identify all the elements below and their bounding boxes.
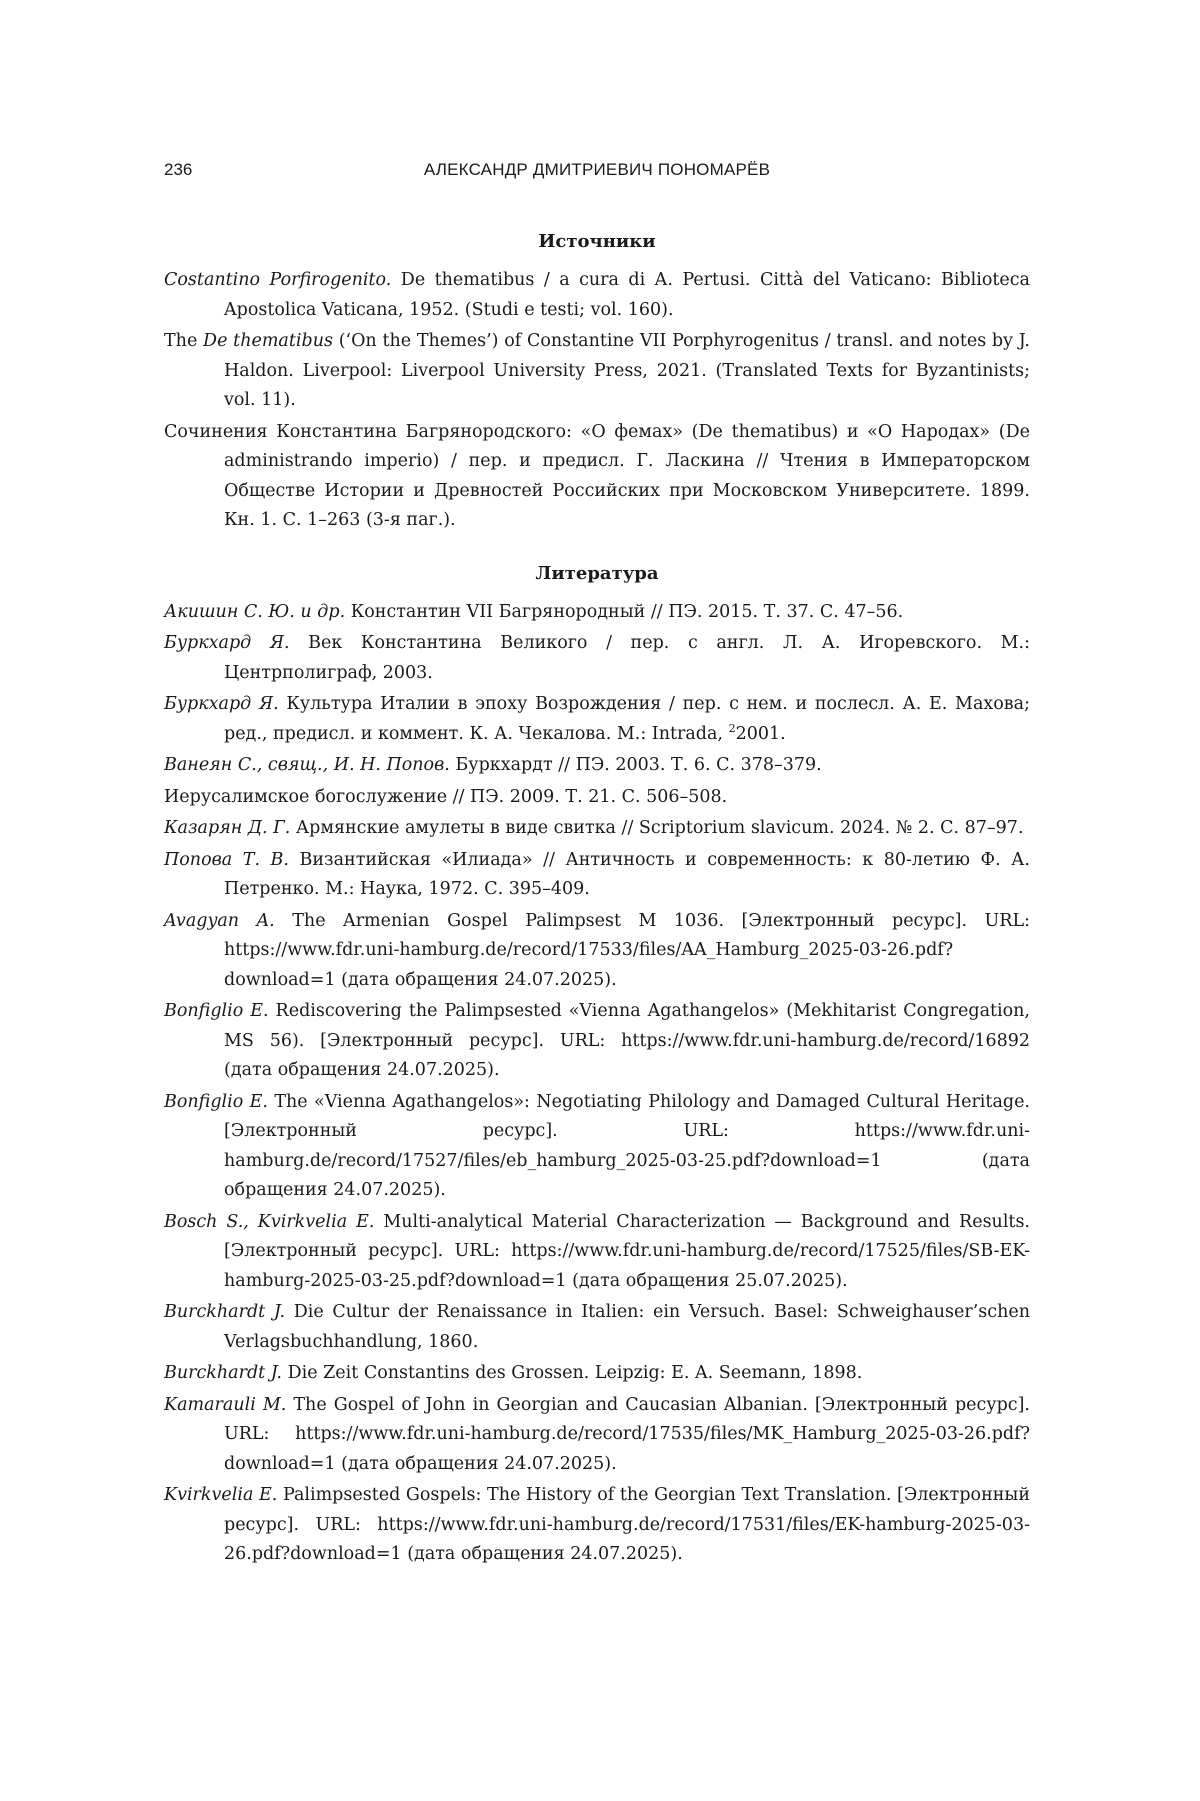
literature-entry bbox=[164, 997, 1030, 1086]
literature-entry bbox=[164, 846, 1030, 905]
entry-author: Попова Т. В. bbox=[164, 849, 289, 870]
sources-list bbox=[164, 266, 1030, 536]
literature-list bbox=[164, 598, 1030, 1570]
literature-entry bbox=[164, 907, 1030, 996]
entry-author: Burckhardt J. bbox=[164, 1363, 282, 1383]
source-entry bbox=[164, 418, 1030, 536]
literature-entry bbox=[164, 598, 1030, 628]
literature-entry bbox=[164, 814, 1030, 844]
entry-text: Иерусалимское богослужение // ПЭ. 2009. Т. 21. С. 506–508. bbox=[164, 786, 728, 807]
entry-text: Die Zeit Constantins des Grossen. Leipzig: E. A. Seemann, 1898. bbox=[282, 1363, 863, 1383]
entry-text: The Armenian Gospel Palimpsest M 1036. [Электронный ресурс]. URL: https://www.fdr.uni-hamburg.de/record/17533/files/AA_Hamburg_2025-03-26.pdf?download=1 (дата обращения 24.07.2025). bbox=[224, 910, 1030, 990]
entry-title: De thematibus bbox=[203, 331, 333, 351]
entry-text: Византийская «Илиада» // Античность и современность: к 80-летию Ф. А. Петренко. М.: Наука, 1972. С. 395–409. bbox=[224, 849, 1030, 899]
literature-entry bbox=[164, 751, 1030, 781]
literature-entry bbox=[164, 1298, 1030, 1357]
running-head bbox=[164, 160, 1030, 190]
entry-text: Palimpsested Gospels: The History of the Georgian Text Translation. [Электронный ресурс]. URL: https://www.fdr.uni-hamburg.de/record/17531/files/EK-hamburg-2025-03-26.pdf?download=1 (дата обращения 24.07.2025). bbox=[224, 1485, 1030, 1564]
entry-author: Казарян Д. Г. bbox=[164, 818, 291, 838]
entry-author: Kvirkvelia E. bbox=[164, 1485, 278, 1505]
entry-text: De thematibus / a cura di A. Pertusi. Città del Vaticano: Biblioteca Apostolica Vaticana, 1952. (Studi e testi; vol. 160). bbox=[224, 270, 1030, 320]
literature-entry bbox=[164, 690, 1030, 749]
literature-entry bbox=[164, 629, 1030, 688]
literature-entry bbox=[164, 1391, 1030, 1480]
literature-entry bbox=[164, 1359, 1030, 1389]
page-number: 236 bbox=[164, 160, 193, 179]
bibliography bbox=[164, 228, 1030, 1572]
entry-text: Die Cultur der Renaissance in Italien: ein Versuch. Basel: Schweighauser’schen Verlagsbuchhandlung, 1860. bbox=[224, 1302, 1030, 1352]
entry-author: Акишин С. Ю. и др. bbox=[164, 601, 346, 622]
entry-author: Burckhardt J. bbox=[164, 1302, 286, 1322]
entry-author: Ванеян С., свящ., И. Н. Попов. bbox=[164, 755, 450, 775]
running-title: АЛЕКСАНДР ДМИТРИЕВИЧ ПОНОМАРЁВ bbox=[423, 160, 771, 179]
entry-author: Буркхард Я. bbox=[164, 633, 290, 653]
entry-text: Multi-analytical Material Characterization — Background and Results. [Электронный ресурс]. URL: https://www.fdr.uni-hamburg.de/record/17525/files/SB-EK-hamburg-2025-03-25.pdf?download=1 (дата обращения 25.07.2025). bbox=[224, 1211, 1030, 1291]
entry-prefix: The bbox=[164, 331, 204, 351]
literature-entry bbox=[164, 783, 1030, 813]
entry-text: Армянские амулеты в виде свитка // Scriptorium slavicum. 2024. № 2. С. 87–97. bbox=[290, 818, 1024, 838]
literature-entry bbox=[164, 1481, 1030, 1570]
entry-author: Bosch S., Kvirkvelia E. bbox=[164, 1211, 375, 1232]
entry-text: Век Константина Великого / пер. с англ. Л. А. Игоревского. М.: Центрполиграф, 2003. bbox=[224, 633, 1030, 683]
source-entry bbox=[164, 266, 1030, 325]
entry-author: Bonfiglio E. bbox=[164, 1001, 269, 1021]
literature-entry bbox=[164, 1208, 1030, 1297]
entry-text-continued: 2001. bbox=[735, 723, 786, 744]
entry-author: Avagyan A. bbox=[164, 910, 275, 931]
entry-text: The «Vienna Agathangelos»: Negotiating Philology and Damaged Cultural Heritage. [Электронный ресурс]. URL: https://www.fdr.uni-hamburg.de/record/17527/files/eb_hamburg_2025-03-25.pdf?download=1 (дата обращения 24.07.2025). bbox=[224, 1091, 1030, 1200]
entry-text: Сочинения Константина Багрянородского: «О фемах» (De thematibus) и «О Народах» (De administrando imperio) / пер. и предисл. Г. Ласкина // Чтения в Императорском Обществе Истории и Древностей Российских при Московском Университете. 1899. Кн. 1. С. 1–263 (3-я паг.). bbox=[164, 421, 1030, 530]
edition-superscript: 2 bbox=[728, 721, 736, 735]
entry-text: The Gospel of John in Georgian and Caucasian Albanian. [Электронный ресурс]. URL: https://www.fdr.uni-hamburg.de/record/17535/files/MK_Hamburg_2025-03-26.pdf?download=1 (дата обращения 24.07.2025). bbox=[224, 1394, 1030, 1474]
entry-text: Константин VII Багрянородный // ПЭ. 2015. Т. 37. С. 47–56. bbox=[345, 601, 904, 622]
literature-heading: Литература bbox=[535, 562, 659, 584]
entry-text: Культура Италии в эпоху Возрождения / пер. с нем. и послесл. А. Е. Махова; ред., предисл. и коммент. К. А. Чекалова. М.: Intrada, bbox=[224, 694, 1030, 744]
entry-text: Rediscovering the Palimpsested «Vienna Agathangelos» (Mekhitarist Congregation, MS 56). [Электронный ресурс]. URL: https://www.fdr.uni-hamburg.de/record/16892 (дата обращения 24.07.2025). bbox=[224, 1001, 1030, 1080]
entry-author: Kamarauli M. bbox=[164, 1394, 287, 1415]
entry-text: (‘On the Themes’) of Constantine VII Porphyrogenitus / transl. and notes by J. Haldon. Liverpool: Liverpool University Press, 2021. (Translated Texts for Byzantinists; vol. 11). bbox=[224, 331, 1030, 410]
sources-heading: Источники bbox=[538, 231, 656, 252]
literature-entry bbox=[164, 1088, 1030, 1206]
entry-author: Буркхард Я. bbox=[164, 694, 279, 714]
entry-text: Буркхардт // ПЭ. 2003. Т. 6. С. 378–379. bbox=[449, 755, 822, 775]
source-entry bbox=[164, 327, 1030, 416]
entry-author: Bonfiglio E. bbox=[164, 1091, 268, 1112]
entry-author: Costantino Porfirogenito. bbox=[164, 270, 392, 290]
